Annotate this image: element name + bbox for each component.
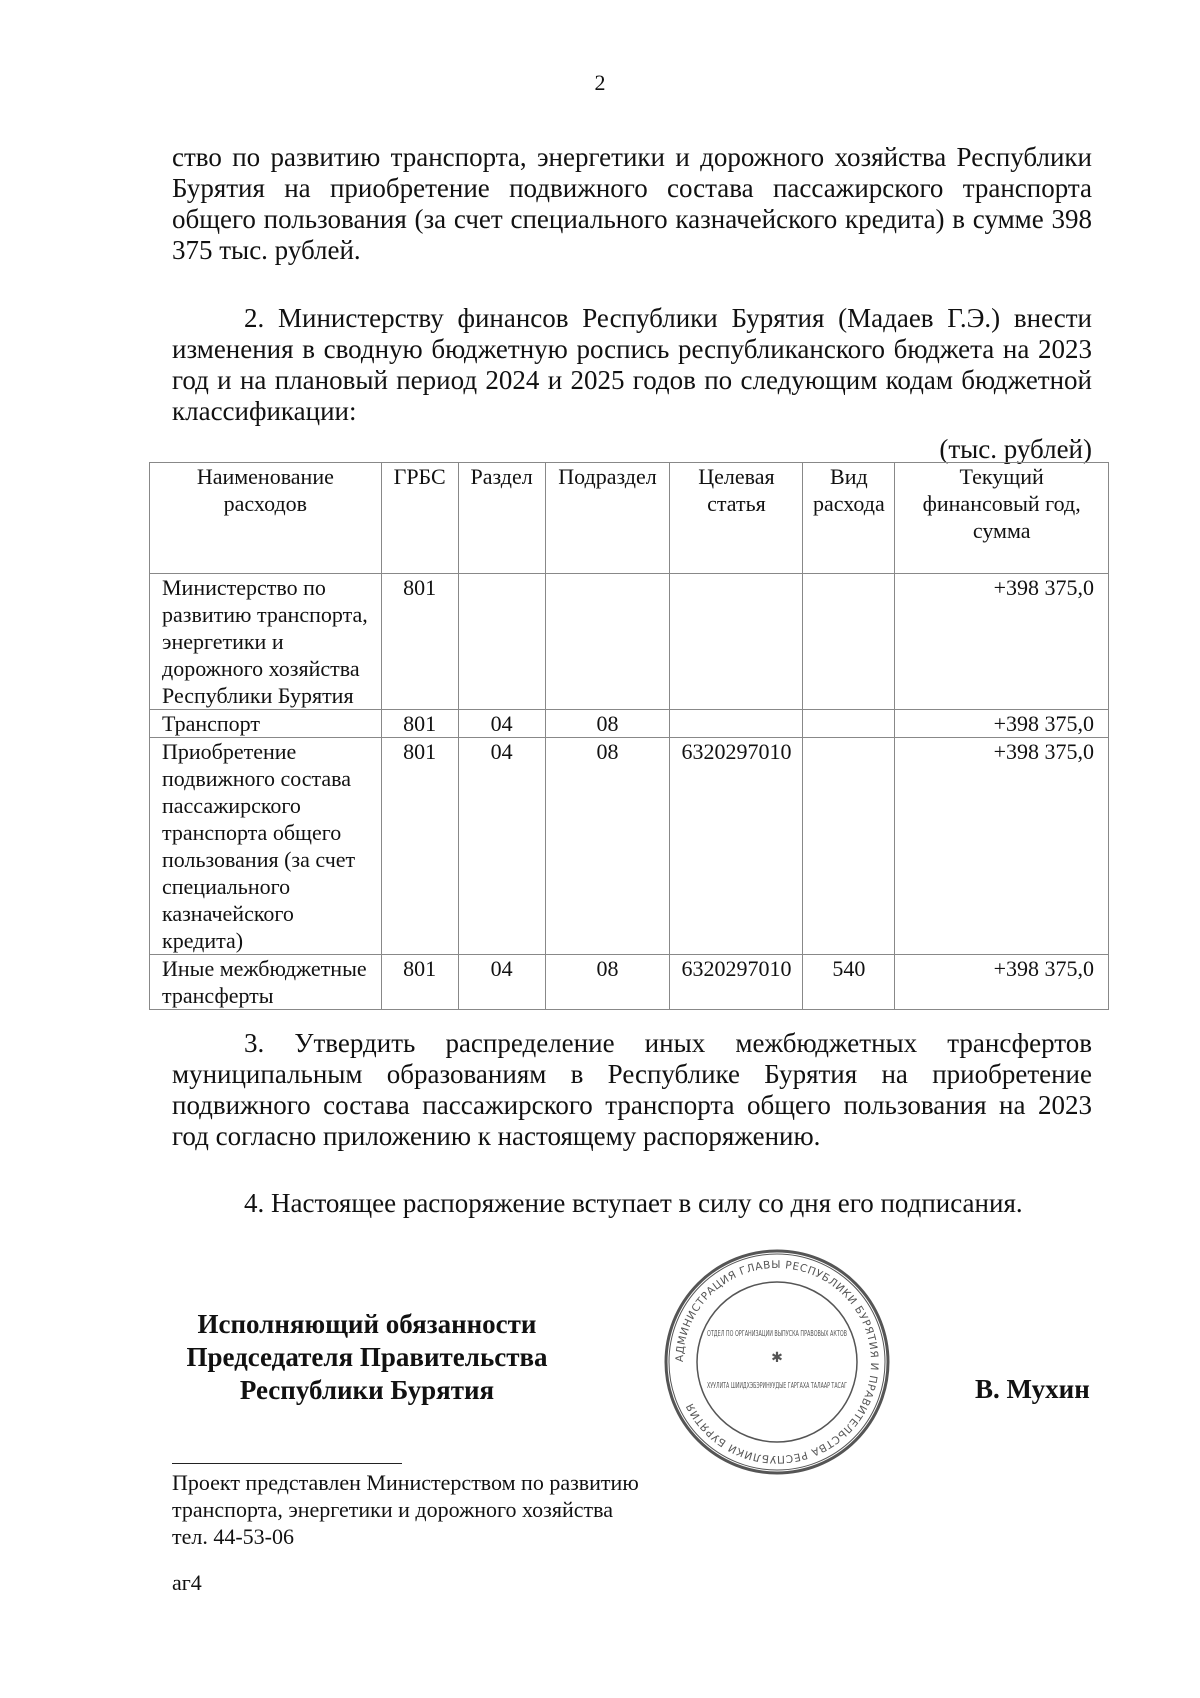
header-expense-type: Вид расхода: [803, 463, 895, 574]
position-line-1: Исполняющий обязанности: [197, 1309, 537, 1339]
header-amount: Текущий финансовый год, сумма: [895, 463, 1109, 574]
header-section: Раздел: [458, 463, 545, 574]
cell-section: 04: [458, 955, 545, 1010]
cell-subsection: 08: [545, 710, 670, 738]
cell-grbs: 801: [381, 738, 458, 955]
position-line-3: Республики Бурятия: [239, 1375, 495, 1405]
footnote-divider: [172, 1463, 402, 1464]
paragraph-1: ство по развитию транспорта, энергетики и дорожного хозяйства Республики Бурятия на приобретение подвижного состава пассажирского транспорта общего пользования (за счет специального казначейского кредита) в сумме 398 375 тыс. рублей.: [172, 142, 1092, 265]
cell-subsection: 08: [545, 738, 670, 955]
cell-amount: +398 375,0: [895, 710, 1109, 738]
cell-target-item: [670, 574, 803, 710]
signatory-name: В. Мухин: [975, 1374, 1090, 1404]
paragraph-3: 3. Утвердить распределение иных межбюджетных трансфертов муниципальным образованиям в Республике Бурятия на приобретение подвижного состава пассажирского транспорта общего пользования на 2023 год согласно приложению к настоящему распоряжению.: [172, 1028, 1092, 1151]
cell-name: Транспорт: [150, 710, 382, 738]
signatory-position: [172, 1308, 562, 1407]
header-name: Наименование расходов: [150, 463, 382, 574]
table-row: [150, 710, 1109, 738]
cell-subsection: 08: [545, 955, 670, 1010]
cell-amount: +398 375,0: [895, 738, 1109, 955]
document-code: аг4: [172, 1570, 202, 1595]
footnote-phone: тел. 44-53-06: [172, 1524, 295, 1549]
cell-amount: +398 375,0: [895, 574, 1109, 710]
cell-section: 04: [458, 738, 545, 955]
stamp-inner-text-ru: ОТДЕЛ ПО ОРГАНИЗАЦИИ ВЫПУСКА ПРАВОВЫХ АКТОВ: [707, 1329, 847, 1338]
table-units-label: (тыс. рублей): [939, 434, 1092, 464]
table-row: [150, 738, 1109, 955]
table-header-row: [150, 463, 1109, 574]
budget-table: [149, 462, 1109, 1010]
stamp-inner-text-bur: ХУУЛИТА ШИИДХЭБЭРИНУУДЫЕ ГАРГАХА ТАЛААР ТАСАГ: [707, 1381, 848, 1390]
cell-expense-type: [803, 738, 895, 955]
cell-subsection: [545, 574, 670, 710]
cell-target-item: [670, 710, 803, 738]
cell-name: Министерство по развитию транспорта, энергетики и дорожного хозяйства Республики Бурятия: [150, 574, 382, 710]
paragraph-4: 4. Настоящее распоряжение вступает в силу со дня его подписания.: [244, 1188, 1023, 1218]
table-row: [150, 955, 1109, 1010]
cell-expense-type: [803, 574, 895, 710]
footnote-line-2: транспорта, энергетики и дорожного хозяйства: [172, 1497, 613, 1522]
stamp-ring-text: АДМИНИСТРАЦИЯ ГЛАВЫ РЕСПУБЛИКИ БУРЯТИЯ И ПРАВИТЕЛЬСТВА РЕСПУБЛИКИ БУРЯТИЯ: [673, 1258, 881, 1466]
footnote-line-1: Проект представлен Министерством по развитию: [172, 1470, 639, 1495]
cell-expense-type: [803, 710, 895, 738]
cell-section: 04: [458, 710, 545, 738]
cell-grbs: 801: [381, 710, 458, 738]
header-target-item: Целевая статья: [670, 463, 803, 574]
cell-grbs: 801: [381, 574, 458, 710]
cell-section: [458, 574, 545, 710]
cell-target-item: 6320297010: [670, 955, 803, 1010]
table-row: [150, 574, 1109, 710]
footnote: [172, 1469, 792, 1550]
header-subsection: Подраздел: [545, 463, 670, 574]
page-number: 2: [594, 70, 606, 95]
paragraph-2: 2. Министерству финансов Республики Бурятия (Мадаев Г.Э.) внести изменения в сводную бюджетную роспись республиканского бюджета на 2023 год и на плановый период 2024 и 2025 годов по следующим кодам бюджетной классификации:: [172, 303, 1092, 426]
official-stamp-seal: [663, 1248, 891, 1476]
header-grbs: ГРБС: [381, 463, 458, 574]
cell-target-item: 6320297010: [670, 738, 803, 955]
cell-name: Иные межбюджетные трансферты: [150, 955, 382, 1010]
cell-grbs: 801: [381, 955, 458, 1010]
cell-expense-type: 540: [803, 955, 895, 1010]
stamp-star-icon: ✱: [771, 1351, 783, 1366]
cell-name: Приобретение подвижного состава пассажирского транспорта общего пользования (за счет специального казначейского кредита): [150, 738, 382, 955]
cell-amount: +398 375,0: [895, 955, 1109, 1010]
position-line-2: Председателя Правительства: [186, 1342, 548, 1372]
